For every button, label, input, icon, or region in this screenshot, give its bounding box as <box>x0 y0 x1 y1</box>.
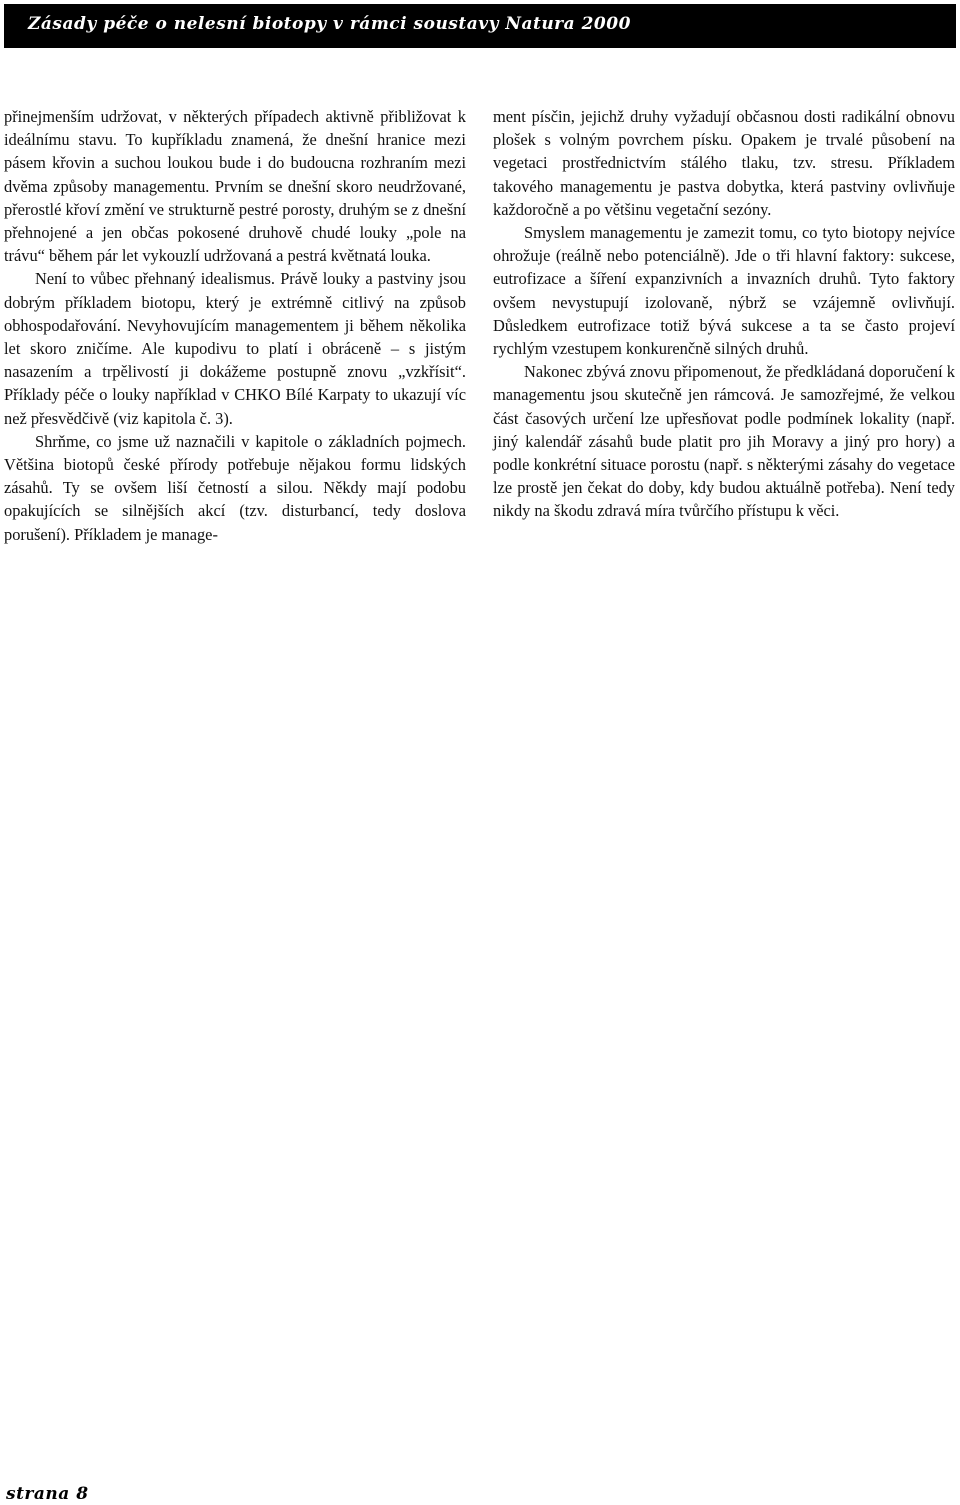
left-text-column <box>4 105 466 546</box>
body-paragraph: ment písčin, jejichž druhy vyžadují občasnou dosti radikální obnovu plošek s volným povrchem písku. Opakem je trvalé působení na vegetaci prostřednictvím stálého tlaku, tzv. stresu. Příkladem takového managementu je pastva dobytka, která pastviny ovlivňuje každoročně a po většinu vegetační sezóny. <box>493 107 955 219</box>
header-bar <box>4 4 956 48</box>
body-paragraph: Není to vůbec přehnaný idealismus. Právě louky a pastviny jsou dobrým příkladem biotopu, který je extrémně citlivý na způsob obhospodařování. Nevyhovujícím managementem ji během několika let skoro zničíme. Ale kupodivu to platí i obráceně – s jistým nasazením a trpělivostí ji dokážeme postupně znovu „vzkřísit“. Příklady péče o louky například v CHKO Bílé Karpaty to ukazují víc než přesvědčivě (viz kapitola č. 3). <box>4 269 466 428</box>
body-paragraph: Shrňme, co jsme už naznačili v kapitole o základních pojmech. Většina biotopů české přírody potřebuje nějakou formu lidských zásahů. Ty se ovšem liší četností a silou. Někdy mají podobu opakujících se silnějších akcí (tzv. disturbancí, tedy doslova porušení). Příkladem je manage- <box>4 431 466 544</box>
page-header-title: Zásady péče o nelesní biotopy v rámci soustavy Natura 2000 <box>28 14 631 34</box>
body-paragraph: Smyslem managementu je zamezit tomu, co tyto biotopy nejvíce ohrožuje (reálně nebo potenciálně). Jde o tři hlavní faktory: sukcese, eutrofizace a šíření expanzivních a invazních druhů. Tyto faktory ovšem nevystupují izolovaně, nýbrž se vzájemně ovlivňují. Důsledkem eutrofizace totiž bývá sukcese a ta se často projeví rychlým vzestupem konkurenčně silných druhů. <box>493 223 955 359</box>
page-number: strana 8 <box>6 1484 89 1504</box>
body-paragraph: Nakonec zbývá znovu připomenout, že předkládaná doporučení k managementu jsou skutečně jen rámcová. Je samozřejmé, že velkou část časových určení lze upřesňovat podle podmínek lokality (např. jiný kalendář zásahů bude platit pro jih Moravy a jiný pro hory) a podle konkrétní situace porostu (např. s některými zásahy do vegetace lze prostě jen čekat do doby, kdy budou aktuálně potřeba). Není tedy nikdy na škodu zdravá míra tvůrčího přístupu k věci. <box>493 362 955 521</box>
right-text-column <box>493 105 955 523</box>
body-paragraph: přinejmenším udržovat, v některých případech aktivně přibližovat k ideálnímu stavu. To kupříkladu znamená, že dnešní hranice mezi pásem křovin a suchou loukou bude i do budoucna rozhraním mezi dvěma způsoby managementu. Prvním se dnešní skoro neudržované, přerostlé křoví změní ve strukturně pestré porosty, druhým se z dnešní přehnojené a jen občas pokosené druhově chudé louky „pole na trávu“ během pár let vykouzlí udržovaná a pestrá květnatá louka. <box>4 107 466 266</box>
